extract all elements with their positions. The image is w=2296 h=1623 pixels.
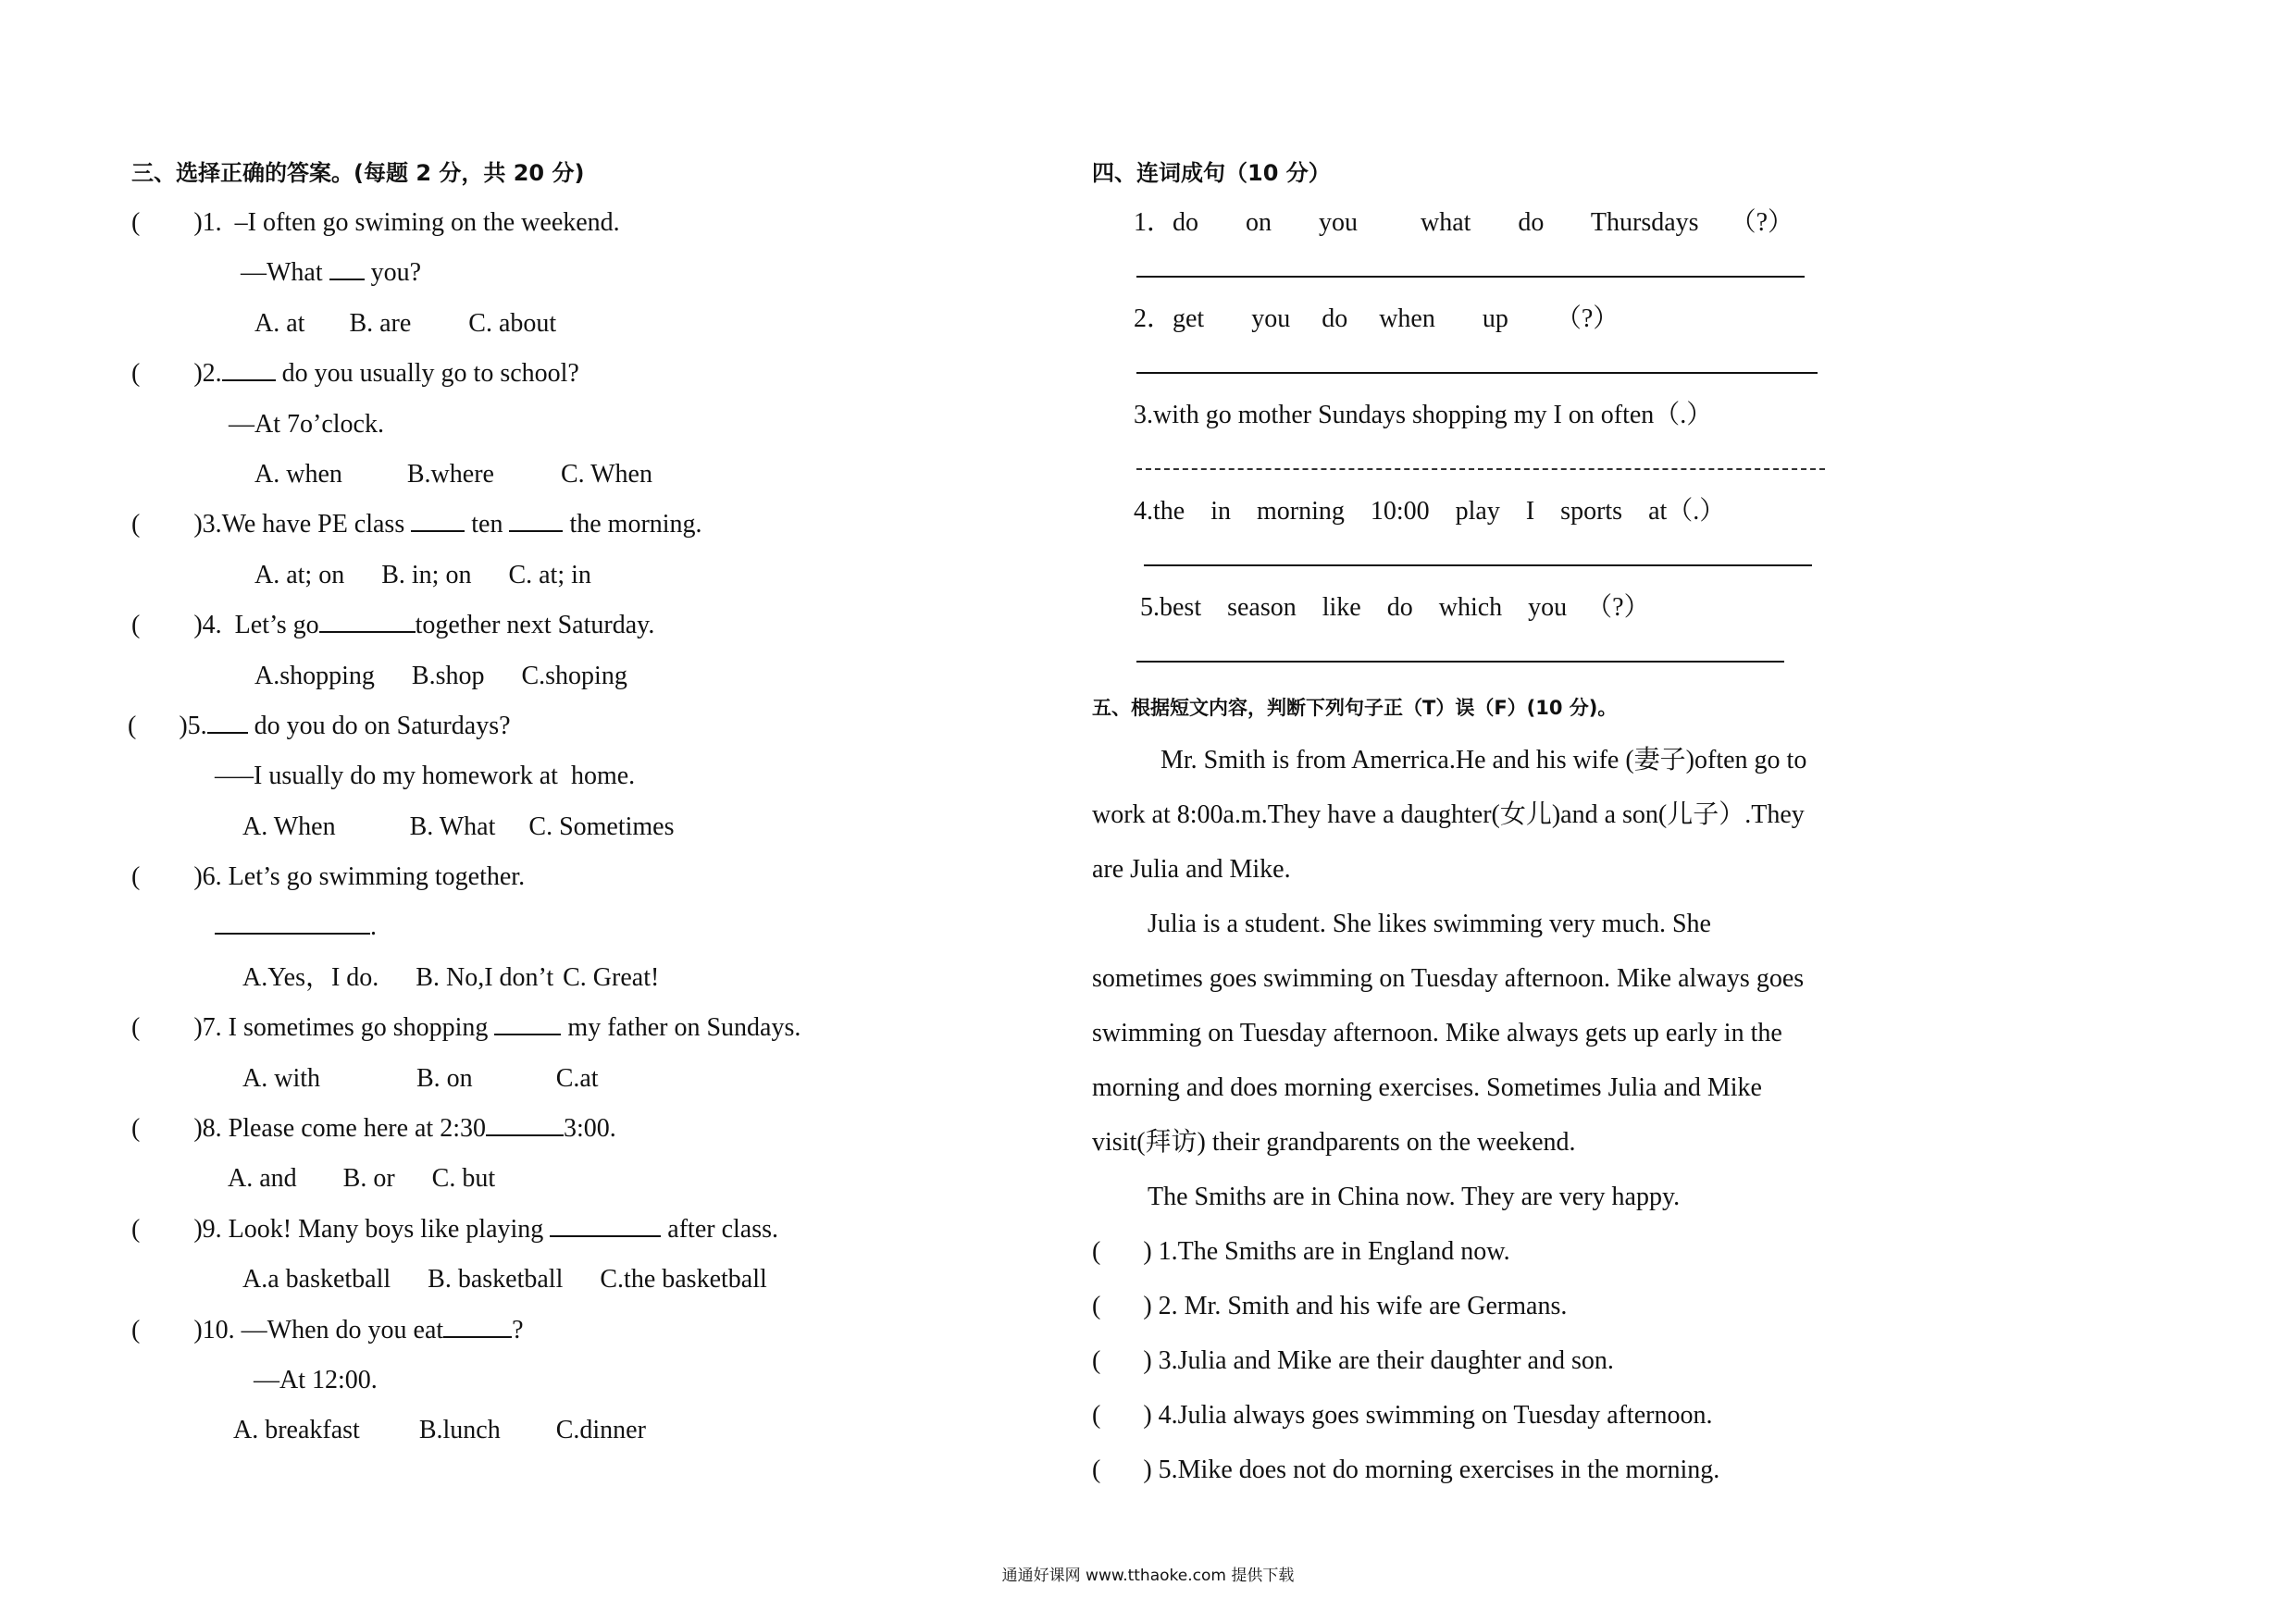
passage-paragraph-3: The Smiths are in China now. They are very happy. — [1148, 1183, 1681, 1211]
answer-blank — [222, 357, 276, 381]
answer-blank — [509, 508, 563, 532]
footer-watermark: 通通好课网 www.tthaoke.com 提供下载 — [1001, 1567, 1295, 1585]
question-5-reply: —–I usually do my homework at home. — [215, 762, 636, 791]
question-1-prompt: —What you? — [241, 258, 422, 288]
section-5-title: 五、根据短文内容，判断下列句子正（T）误（F）(10 分)。 — [1092, 697, 1618, 719]
section-4-sentence-building — [1092, 148, 2036, 1497]
answer-blank — [329, 256, 365, 280]
question-3-options: A. at; on B. in; on C. at; in — [254, 560, 591, 589]
tf-item-3: ( ) 3.Julia and Mike are their daughter and son. — [1092, 1346, 1614, 1375]
question-2-options: A. when B.where C. When — [254, 459, 652, 489]
passage-paragraph-2: Julia is a student. She likes swimming very much. She sometimes goes swimming on Tuesday afternoon. Mike always goes swimming on Tuesday afternoon. Mike always gets up early in the morning and does morning exercises. Sometimes Julia and Mike visit(拜访) their grandparents on the weekend. — [1092, 910, 1805, 1157]
section-4-title: 四、连词成句（10 分） — [1092, 160, 1331, 186]
question-5-options: A. When B. What C. Sometimes — [242, 812, 675, 841]
answer-line-1 — [1092, 248, 2036, 294]
question-2-reply: —At 7o’clock. — [229, 409, 384, 439]
question-1: ( )1. –I often go swiming on the weekend. — [131, 208, 620, 237]
question-6-blank: . — [131, 902, 1057, 952]
reading-passage — [1092, 733, 1823, 1224]
question-8-options: A. and B. or C. but — [228, 1164, 496, 1194]
answer-blank — [443, 1314, 512, 1338]
question-10-options: A. breakfast B.lunch C.dinner — [233, 1416, 646, 1445]
tf-item-4: ( ) 4.Julia always goes swimming on Tuesday afternoon. — [1092, 1401, 1713, 1430]
answer-line-2 — [1092, 344, 2036, 390]
question-7-options: A. with B. on C.at — [242, 1063, 599, 1093]
question-9-options: A.a basketball B. basketball C.the basketball — [242, 1265, 767, 1295]
question-6-options: A.Yes，I do. B. No,I don’t C. Great! — [242, 962, 660, 992]
sentence-item-4: 4.the in morning 10:00 play I sports at（.） — [1134, 497, 1726, 526]
question-4: ( )4. Let’s go together next Saturday. — [131, 611, 655, 640]
sentence-item-2: 2．get you do when up （?） — [1134, 304, 1620, 333]
question-6: ( )6. Let’s go swimming together. — [131, 862, 526, 892]
question-2: ( )2. do you usually go to school? — [131, 359, 579, 389]
question-1-options: A. at B. are C. about — [254, 308, 557, 338]
answer-line-4 — [1092, 537, 2036, 583]
answer-blank — [550, 1213, 661, 1237]
answer-line-3 — [1092, 440, 2036, 487]
question-10: ( )10. —When do you eat ? — [131, 1315, 524, 1344]
sentence-item-1: 1．do on you what do Thursdays （?） — [1134, 208, 1793, 237]
section-3-multiple-choice — [128, 148, 1057, 1456]
question-4-options: A.shopping B.shop C.shoping — [254, 661, 627, 690]
question-7: ( )7. I sometimes go shopping my father on Sundays. — [131, 1013, 801, 1043]
question-3: ( )3.We have PE class ten the morning. — [131, 510, 702, 539]
tf-item-5: ( ) 5.Mike does not do morning exercises in the morning. — [1092, 1456, 1720, 1484]
answer-blank — [411, 508, 465, 532]
answer-blank — [215, 911, 370, 935]
question-9: ( )9. Look! Many boys like playing after class. — [131, 1214, 778, 1244]
question-5: ( )5. do you do on Saturdays? — [128, 711, 511, 740]
answer-blank — [494, 1011, 561, 1035]
answer-line-5 — [1092, 633, 2036, 679]
section-3-title: 三、选择正确的答案。(每题 2 分，共 20 分) — [131, 160, 585, 186]
tf-item-1: ( ) 1.The Smiths are in England now. — [1092, 1237, 1510, 1266]
sentence-item-5: 5.best season like do which you （?） — [1134, 593, 1650, 622]
tf-item-2: ( ) 2. Mr. Smith and his wife are Germans. — [1092, 1292, 1568, 1320]
sentence-item-3: 3.with go mother Sundays shopping my I on often（.） — [1134, 401, 1713, 429]
answer-blank — [207, 710, 248, 734]
question-10-reply: —At 12:00. — [254, 1365, 378, 1394]
answer-blank — [486, 1112, 564, 1136]
answer-blank — [319, 609, 416, 633]
question-8: ( )8. Please come here at 2:30 3:00. — [131, 1114, 616, 1144]
passage-paragraph-1: Mr. Smith is from Amerrica.He and his wife (妻子)often go to work at 8:00a.m.They have a daughter(女儿)and a son(儿子）.They are Julia and Mike. — [1092, 746, 1807, 884]
